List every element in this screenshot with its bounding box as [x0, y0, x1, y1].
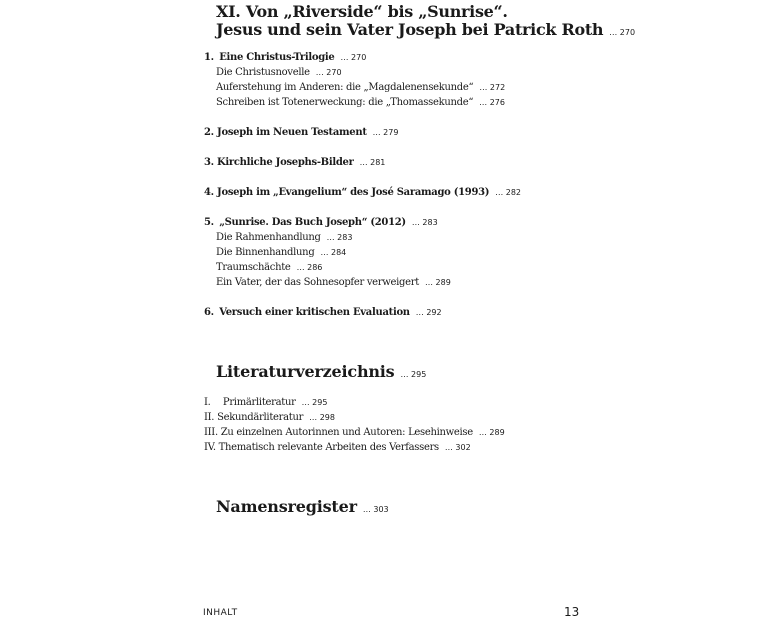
chapter-title-line2	[216, 20, 635, 39]
subitem-title: Die Christusnovelle	[216, 67, 310, 78]
literatur-item-page: … 295	[301, 398, 328, 407]
chapter-page: … 270	[609, 28, 636, 37]
toc-section-2[interactable]	[204, 127, 398, 138]
literatur-item-title: Sekundärliteratur	[217, 412, 304, 423]
literatur-item[interactable]	[204, 412, 335, 423]
toc-section-4[interactable]	[204, 187, 521, 198]
register-title: Namensregister	[216, 497, 357, 516]
toc-subitem[interactable]	[216, 67, 342, 78]
toc-section-5[interactable]	[204, 217, 438, 228]
toc-subitem[interactable]	[216, 277, 451, 288]
subitem-page: … 272	[479, 83, 506, 92]
section-title: Versuch einer kritischen Evaluation	[219, 307, 410, 318]
literatur-item-page: … 298	[309, 413, 335, 422]
literatur-item[interactable]	[204, 427, 505, 438]
section-number: 6.	[204, 307, 214, 318]
literatur-item-title: Thematisch relevante Arbeiten des Verfassers	[218, 442, 439, 453]
subitem-title: Auferstehung im Anderen: die „Magdalenensekunde“	[216, 82, 474, 93]
section-title: „Sunrise. Das Buch Joseph“ (2012)	[219, 217, 406, 228]
register-heading[interactable]	[216, 497, 389, 516]
literatur-item-title: Zu einzelnen Autorinnen und Autoren: Lesehinweise	[220, 427, 473, 438]
literatur-number: III.	[204, 427, 218, 438]
literatur-item-page: … 302	[444, 443, 471, 452]
section-number: 1.	[204, 52, 214, 63]
subitem-page: … 276	[479, 98, 505, 107]
toc-subitem[interactable]	[216, 247, 346, 258]
subitem-title: Traumschächte	[216, 262, 291, 273]
subitem-title: Die Binnenhandlung	[216, 247, 315, 258]
subitem-page: … 283	[326, 233, 353, 242]
subitem-title: Ein Vater, der das Sohnesopfer verweigert	[216, 277, 419, 288]
section-title: Kirchliche Josephs-Bilder	[217, 157, 354, 168]
literatur-item-page: … 289	[478, 428, 505, 437]
section-title: Eine Christus-Trilogie	[219, 52, 335, 63]
literatur-item[interactable]	[204, 397, 327, 408]
toc-subitem[interactable]	[216, 262, 322, 273]
section-page: … 292	[415, 308, 442, 317]
literatur-number: I.	[204, 397, 211, 408]
section-page: … 281	[359, 158, 386, 167]
chapter-title-line1: XI. Von „Riverside“ bis „Sunrise“.	[216, 2, 508, 21]
section-page: … 270	[340, 53, 367, 62]
section-page: … 282	[495, 188, 522, 197]
section-number: 4.	[204, 187, 214, 198]
section-number: 3.	[204, 157, 214, 168]
subitem-title: Schreiben ist Totenerweckung: die „Thomassekunde“	[216, 97, 474, 108]
subitem-page: … 284	[320, 248, 347, 257]
register-page: … 303	[362, 505, 389, 514]
subitem-page: … 286	[296, 263, 323, 272]
literatur-page: … 295	[400, 370, 427, 379]
toc-subitem[interactable]	[216, 232, 352, 243]
section-page: … 279	[372, 128, 399, 137]
literatur-item-title: Primärliteratur	[222, 397, 296, 408]
section-title: Joseph im Neuen Testament	[217, 127, 367, 138]
footer-label: INHALT	[203, 608, 238, 618]
literatur-item[interactable]	[204, 442, 471, 453]
toc-section-1[interactable]	[204, 52, 366, 63]
subitem-title: Die Rahmenhandlung	[216, 232, 321, 243]
subitem-page: … 289	[424, 278, 451, 287]
toc-subitem[interactable]	[216, 82, 505, 93]
section-number: 2.	[204, 127, 214, 138]
literatur-number: II.	[204, 412, 215, 423]
section-title: Joseph im „Evangelium“ des José Saramago (1993)	[217, 187, 490, 198]
section-number: 5.	[204, 217, 214, 228]
toc-subitem[interactable]	[216, 97, 505, 108]
chapter-title-text: Jesus und sein Vater Joseph bei Patrick Roth	[216, 20, 604, 39]
subitem-page: … 270	[315, 68, 342, 77]
toc-section-3[interactable]	[204, 157, 385, 168]
literatur-number: IV.	[204, 442, 216, 453]
section-page: … 283	[411, 218, 438, 227]
literatur-title: Literaturverzeichnis	[216, 362, 395, 381]
page-number: 13	[564, 605, 580, 619]
literatur-heading[interactable]	[216, 362, 426, 381]
toc-section-6[interactable]	[204, 307, 442, 318]
